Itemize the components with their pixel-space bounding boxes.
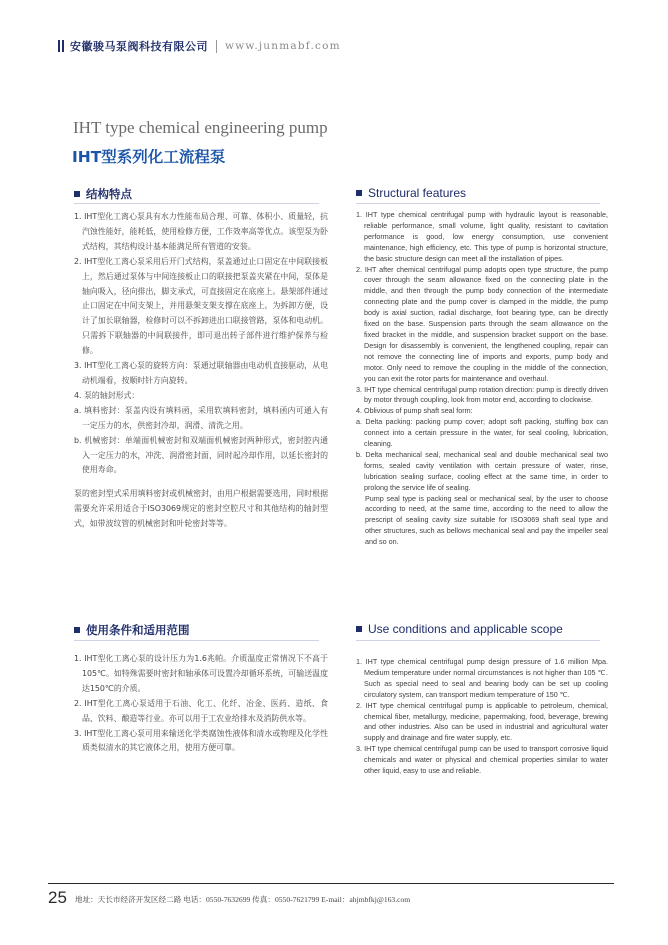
paragraph: 2. IHT型化工离心泵适用于石油、化工、化纤、冶金、医药、造纸、食品、饮料、酿造等行业。亦可以用于工农业给排水及消防供水等。 <box>74 698 328 723</box>
heading-bullet-icon <box>74 627 80 633</box>
paragraph: 3. IHT type chemical centrifugal pump rotation direction: pump is directly driven by motor through coupling, look from motor end, according to clockwise. <box>356 384 608 405</box>
paragraph: Pump seal type is packing seal or mechanical seal, by the user to choose according to need, at the same time, according to the need to allow the prescript of sealing cavity size suitable for ISO3069 shaft seal type and other structures, such as bellows mechanical seal and pay the impeller seal and so on. <box>365 493 608 547</box>
section-heading-text: 使用条件和适用范围 <box>86 623 190 637</box>
section-heading-text: Structural features <box>368 186 467 200</box>
paragraph: 1. IHT type chemical centrifugal pump with hydraulic layout is reasonable, reliable performance, small volume, light quality, resistant to cavitation performance is good, low energy consumption, use convenient maintenance, high efficiency, etc. This type of pump is horizontal structure, the basic structure design can meet all the installation of pipes. <box>356 210 608 263</box>
heading-bullet-icon <box>356 190 362 196</box>
paragraph: 3. IHT type chemical centrifugal pump can be used to transport corrosive liquid chemicals and water or physical and chemical properties similar to water other liquid, easy to use and reliable. <box>356 744 608 776</box>
paragraph: 3. IHT型化工离心泵的旋转方向：泵通过联轴器由电动机直接驱动，从电动机端看，按顺时针方向旋转。 <box>74 361 328 385</box>
paragraph: b. 机械密封：单端面机械密封和双端面机械密封两种形式，密封腔内通入一定压力的水，冲洗、润滑密封面，同时起冷却作用，以延长密封的使用寿命。 <box>74 435 328 475</box>
paragraph: 2. IHT型化工离心泵采用后开门式结构，泵盖通过止口固定在中间联接板上，然后通过泵体与中间连接板止口的联接把泵盖夹紧在中间，泵体是轴向吸入，径向排出，脚支承式，可直接固定在底座上。悬架部件通过止口固定在中间支架上，并用悬架支架支撑在底座上。为拆卸方便，设计了加长联轴器，检修时可以不拆卸进出口联接管路，泵体和电动机。只需拆下联轴器的中间联接件，即可退出转子部件进行维护保养与检修。 <box>74 256 328 356</box>
structure-cn-body <box>74 210 328 532</box>
use-cn-body <box>74 652 328 756</box>
header-divider <box>216 40 217 53</box>
page-title-en: IHT type chemical engineering pump <box>73 118 328 137</box>
paragraph: 1. IHT型化工离心泵具有水力性能布局合理、可靠、体积小、质量轻，抗汽蚀性能好，能耗低，使用检修方便，工作效率高等优点。该型泵为卧式结构，其结构设计基本能满足所有管道的安装。 <box>74 212 328 251</box>
paragraph: 4. 泵的轴封形式： <box>74 390 140 400</box>
section-rule <box>356 640 600 641</box>
section-heading-use-en <box>356 622 563 636</box>
section-rule <box>356 203 600 204</box>
section-heading-text: Use conditions and applicable scope <box>368 622 563 636</box>
use-en-body <box>356 657 608 777</box>
paragraph: 2. IHT after chemical centrifugal pump adopts open type structure, the pump cover through the seam allowance fixed on the connecting plate in the middle, and then through the pump body connection of the intermediate connecting plate and the pump cover is clamped in the middle, the pump body is axial suction, radial discharge, foot bearing type, can be directly fixed on the base. Suspension parts through the seam allowance on the fixed bracket in the middle, and suspension bracket support on the base. Design for disassembly is convenient, the lengthened coupling, repair can not remove the connecting line of imports and exports, pump body and motor. Only need to remove the coupling in the middle of the connection, you can exit the rotor parts for maintenance and overhaul. <box>356 264 608 383</box>
page-title-cn: IHT型系列化工流程泵 <box>72 148 226 166</box>
section-heading-text: 结构特点 <box>86 187 132 201</box>
paragraph: 2. IHT type chemical centrifugal pump is applicable to petroleum, chemical, chemical fiber, metallurgy, medicine, papermaking, food, beverage, brewing and other industries. Also can be used in industrial and agricultural water supply and drainage and fire water supply, etc. <box>356 700 608 743</box>
paragraph: 4. Oblivious of pump shaft seal form: <box>356 406 473 416</box>
footer-contact: 地址：天长市经济开发区经二路 电话：0550-7632699 传真：0550-7621799 E-mail：ahjmbfkj@163.com <box>75 895 411 904</box>
paragraph: a. 填料密封：泵盖内设有填料函，采用软填料密封，填料函内可通入有一定压力的水，供密封冷却，润滑、清洗之用。 <box>74 405 328 430</box>
paragraph: 泵的密封型式采用填料密封或机械密封，由用户根据需要选用，同时根据需要允许采用适合于ISO3069规定的密封空腔尺寸和其他结构的轴封型式，如带波纹管的机械密封和叶轮密封等等。 <box>74 489 328 529</box>
paragraph: 3. IHT型化工离心泵可用来输送化学类腐蚀性液体和清水或物理及化学性质类似清水的其它液体之用，使用方便可靠。 <box>74 728 328 753</box>
footer-rule <box>48 883 614 884</box>
heading-bullet-icon <box>356 626 362 632</box>
paragraph: 1. IHT type chemical centrifugal pump design pressure of 1.6 million Mpa. Medium temperature under normal circumstances is not higher than 105 ℃. Such as special need to seal and bearing body can be set up cooling circulatory system, can transport medium temperature of 150 ℃. <box>356 657 608 699</box>
section-rule <box>74 203 319 204</box>
heading-bullet-icon <box>74 191 80 197</box>
page-number: 25 <box>48 888 67 907</box>
header-bars-decoration <box>58 40 64 52</box>
section-heading-use-cn <box>74 622 190 638</box>
page-header <box>58 36 341 56</box>
paragraph: 1. IHT型化工离心泵的设计压力为1.6兆帕。介质温度正常情况下不高于105℃。如特殊需要时密封和轴承体可设置冷却循环系统，可输送温度达150℃的介质。 <box>74 654 328 693</box>
section-rule <box>74 640 319 641</box>
paragraph: a. Delta packing: packing pump cover; adopt soft packing, stuffing box can connect into a certain pressure in the water, for seal cooling, lubrication, cleaning. <box>356 417 608 449</box>
section-heading-structure-en <box>356 186 466 200</box>
structure-en-body <box>356 210 608 548</box>
company-website: www.junmabf.com <box>225 40 341 52</box>
section-heading-structure-cn <box>74 186 132 202</box>
company-name: 安徽骏马泵阀科技有限公司 <box>70 40 208 53</box>
paragraph: b. Delta mechanical seal, mechanical seal and double mechanical seal two forms, sealed cavity ventilation with certain pressure of water, rinse, lubrication sealing surface, cooling effect at the same time, in order to prolong the service life of sealing. <box>356 449 608 492</box>
